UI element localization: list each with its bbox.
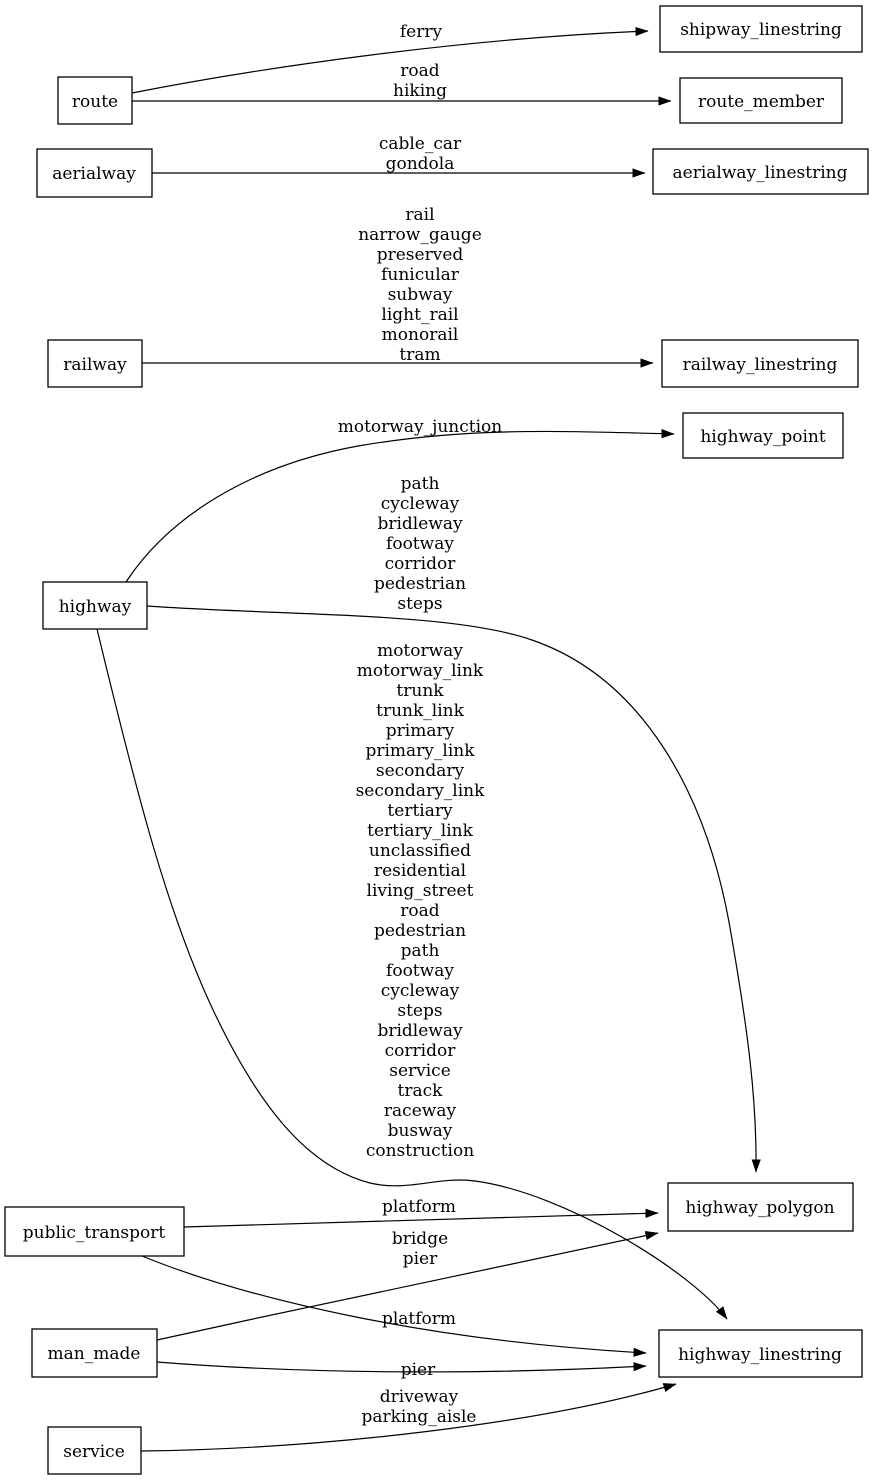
node-railway-linestring-label: railway_linestring (682, 355, 838, 375)
edge-label-ferry: ferry (399, 22, 443, 42)
edge-label-tram: tram (399, 345, 441, 365)
node-aerialway-linestring (653, 149, 868, 194)
node-shipway-linestring-label: shipway_linestring (680, 20, 842, 40)
edge-label-unclassified: unclassified (368, 841, 472, 861)
edge-label-motorway-junction: motorway_junction (337, 417, 503, 437)
edge-label-residential: residential (373, 861, 467, 881)
edge-label-bridge: bridge (391, 1229, 449, 1249)
node-aerialway-linestring-label: aerialway_linestring (672, 163, 848, 183)
edge-label-tertiary: tertiary (387, 801, 453, 821)
edge-label-parking-aisle: parking_aisle (361, 1407, 477, 1427)
node-aerialway (37, 149, 152, 197)
edge-label-track: track (397, 1081, 443, 1101)
edge-label-path: path (400, 474, 440, 494)
edge-label-monorail: monorail (381, 325, 459, 345)
node-highway-polygon-label: highway_polygon (685, 1198, 835, 1218)
edge-label-corridor2: corridor (384, 1041, 456, 1061)
edge-label-secondary: secondary (375, 761, 465, 781)
edge-label-cycleway: cycleway (380, 494, 460, 514)
edge-label-primary: primary (385, 721, 455, 741)
edge-label-bridleway: bridleway (377, 514, 463, 534)
edge-label-path2: path (400, 941, 440, 961)
node-aerialway-label: aerialway (52, 164, 136, 184)
edge-label-driveway: driveway (379, 1387, 459, 1407)
edge-label-platform-linestring: platform (381, 1309, 457, 1329)
edge-label-corridor: corridor (384, 554, 456, 574)
node-service (48, 1427, 141, 1474)
node-public-transport (5, 1207, 184, 1256)
edge-label-light-rail: light_rail (381, 305, 459, 325)
node-route-label: route (71, 92, 119, 112)
edge-label-pier-polygon: pier (402, 1249, 438, 1269)
edge-label-hiking: hiking (393, 81, 447, 101)
edge-label-trunk-link: trunk_link (376, 701, 464, 721)
edge-label-living-street: living_street (366, 881, 474, 901)
node-service-label: service (63, 1442, 125, 1462)
node-shipway-linestring (660, 6, 862, 52)
edge-label-pedestrian2: pedestrian (373, 921, 467, 941)
edge-label-busway: busway (387, 1121, 453, 1141)
edge-label-motorway: motorway (377, 641, 463, 661)
node-man-made-label: man_made (47, 1344, 141, 1364)
edge-label-cycleway2: cycleway (380, 981, 460, 1001)
edge-label-construction: construction (365, 1141, 475, 1161)
edge-label-road2: road (400, 901, 440, 921)
edge-label-secondary-link: secondary_link (355, 781, 485, 801)
edge-label-funicular: funicular (381, 265, 459, 285)
node-public-transport-label: public_transport (22, 1223, 166, 1243)
node-highway-point-label: highway_point (700, 427, 826, 447)
edge-label-motorway-link: motorway_link (356, 661, 484, 681)
node-route-member (680, 78, 842, 123)
edge-label-tertiary-link: tertiary_link (367, 821, 473, 841)
edge-label-preserved: preserved (376, 245, 464, 265)
edge-label-service-value: service (389, 1061, 451, 1081)
node-highway-label: highway (58, 597, 132, 617)
node-highway-linestring (659, 1330, 862, 1377)
edge-label-bridleway2: bridleway (377, 1021, 463, 1041)
edge-label-cable-car: cable_car (378, 134, 462, 154)
edge-label-footway2: footway (386, 961, 454, 981)
edge-public-transport-to-highway-linestring (142, 1256, 646, 1353)
node-man-made (32, 1329, 157, 1377)
node-highway-linestring-label: highway_linestring (678, 1345, 842, 1365)
edge-label-raceway: raceway (383, 1101, 457, 1121)
edge-label-road: road (400, 61, 440, 81)
node-railway (48, 340, 142, 387)
edge-label-pier-linestring: pier (400, 1360, 436, 1380)
node-railway-linestring (662, 340, 858, 387)
edge-label-rail: rail (405, 205, 435, 225)
edge-labels (338, 22, 503, 1427)
node-highway-point (683, 413, 843, 458)
edge-label-pedestrian: pedestrian (373, 574, 467, 594)
node-highway-polygon (668, 1183, 853, 1231)
edge-label-steps2: steps (397, 1001, 443, 1021)
edge-label-subway: subway (387, 285, 453, 305)
edge-label-platform-polygon: platform (381, 1197, 457, 1217)
edge-label-steps: steps (397, 594, 443, 614)
edge-label-footway: footway (386, 534, 454, 554)
edge-label-primary-link: primary_link (365, 741, 475, 761)
edge-label-trunk: trunk (396, 681, 444, 701)
node-railway-label: railway (63, 355, 127, 375)
edge-route-to-shipway-linestring (132, 31, 648, 93)
node-route-member-label: route_member (697, 92, 825, 112)
node-highway (43, 582, 147, 629)
node-route (58, 77, 132, 124)
edge-label-gondola: gondola (385, 154, 455, 174)
edge-label-narrow-gauge: narrow_gauge (358, 225, 482, 245)
